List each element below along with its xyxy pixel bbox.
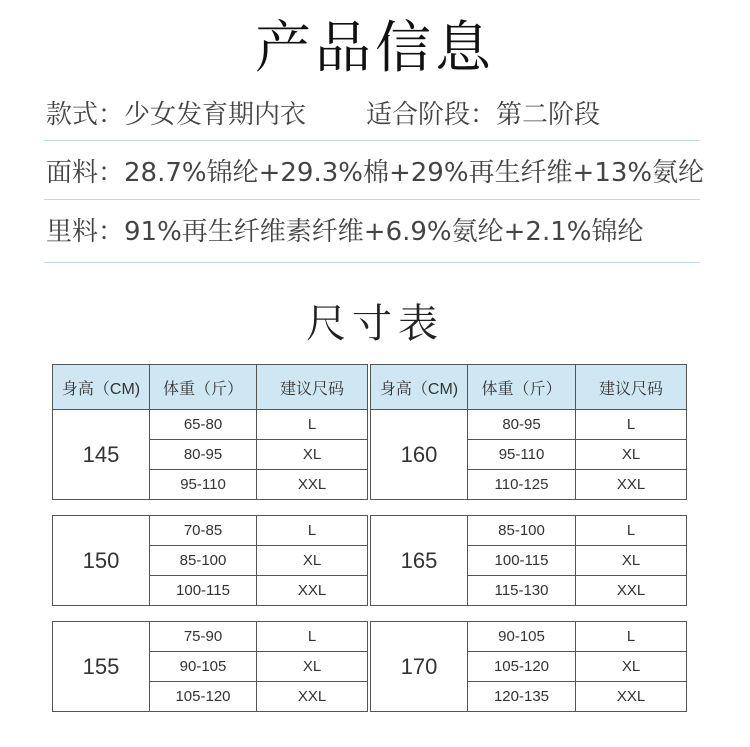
- size-cell: L: [257, 622, 368, 652]
- size-cell: L: [576, 410, 687, 440]
- size-cell: L: [576, 516, 687, 546]
- weight-cell: 70-85: [150, 516, 257, 546]
- weight-cell: 105-120: [468, 652, 576, 682]
- weight-cell: 105-120: [150, 682, 257, 712]
- height-cell: 170: [371, 622, 468, 712]
- size-cell: XXL: [257, 576, 368, 606]
- height-cell: 165: [371, 516, 468, 606]
- table-header-row: [53, 365, 368, 410]
- weight-cell: 115-130: [468, 576, 576, 606]
- height-column-header: 身高（CM): [371, 365, 468, 410]
- size-group-170: [370, 621, 687, 712]
- size-cell: XXL: [576, 470, 687, 500]
- size-cell: XXL: [257, 470, 368, 500]
- size-column-header: 建议尺码: [257, 365, 368, 410]
- table-row: [53, 516, 368, 546]
- size-cell: XL: [576, 652, 687, 682]
- info-row-style: [46, 94, 600, 131]
- weight-cell: 100-115: [150, 576, 257, 606]
- divider: [44, 262, 700, 263]
- product-info-title: 产品信息: [255, 16, 495, 81]
- size-cell: XL: [576, 546, 687, 576]
- height-cell: 145: [53, 410, 150, 500]
- weight-cell: 95-110: [468, 440, 576, 470]
- table-row: [371, 516, 687, 546]
- table-row: [53, 410, 368, 440]
- size-cell: XL: [257, 440, 368, 470]
- fabric-text: 面料：28.7%锦纶+29.3%棉+29%再生纤维+13%氨纶: [46, 158, 705, 188]
- weight-cell: 95-110: [150, 470, 257, 500]
- table-row: [53, 622, 368, 652]
- weight-cell: 90-105: [150, 652, 257, 682]
- height-column-header: 身高（CM): [53, 365, 150, 410]
- height-cell: 160: [371, 410, 468, 500]
- weight-cell: 65-80: [150, 410, 257, 440]
- size-cell: XL: [257, 546, 368, 576]
- weight-cell: 80-95: [150, 440, 257, 470]
- size-group-145: [52, 409, 368, 500]
- size-cell: XL: [576, 440, 687, 470]
- weight-cell: 85-100: [150, 546, 257, 576]
- size-chart-title: 尺寸表: [306, 301, 444, 347]
- table-header-row: [371, 365, 687, 410]
- divider: [44, 140, 700, 141]
- size-cell: XXL: [257, 682, 368, 712]
- weight-cell: 110-125: [468, 470, 576, 500]
- size-cell: L: [576, 622, 687, 652]
- weight-cell: 85-100: [468, 516, 576, 546]
- size-group-155: [52, 621, 368, 712]
- size-cell: L: [257, 516, 368, 546]
- weight-cell: 100-115: [468, 546, 576, 576]
- size-cell: L: [257, 410, 368, 440]
- size-cell: XXL: [576, 682, 687, 712]
- size-table-left-header: [52, 364, 368, 410]
- lining-text: 里料：91%再生纤维素纤维+6.9%氨纶+2.1%锦纶: [46, 217, 644, 247]
- size-table-right-header: [370, 364, 687, 410]
- weight-column-header: 体重（斤）: [468, 365, 576, 410]
- size-group-165: [370, 515, 687, 606]
- table-row: [371, 410, 687, 440]
- size-cell: XXL: [576, 576, 687, 606]
- height-cell: 150: [53, 516, 150, 606]
- size-group-160: [370, 409, 687, 500]
- size-column-header: 建议尺码: [576, 365, 687, 410]
- weight-cell: 75-90: [150, 622, 257, 652]
- size-cell: XL: [257, 652, 368, 682]
- weight-cell: 90-105: [468, 622, 576, 652]
- weight-column-header: 体重（斤）: [150, 365, 257, 410]
- style-text: 款式：少女发育期内衣: [46, 100, 307, 130]
- height-cell: 155: [53, 622, 150, 712]
- size-group-150: [52, 515, 368, 606]
- weight-cell: 120-135: [468, 682, 576, 712]
- divider: [44, 199, 700, 200]
- weight-cell: 80-95: [468, 410, 576, 440]
- table-row: [371, 622, 687, 652]
- stage-text: 适合阶段：第二阶段: [366, 100, 601, 130]
